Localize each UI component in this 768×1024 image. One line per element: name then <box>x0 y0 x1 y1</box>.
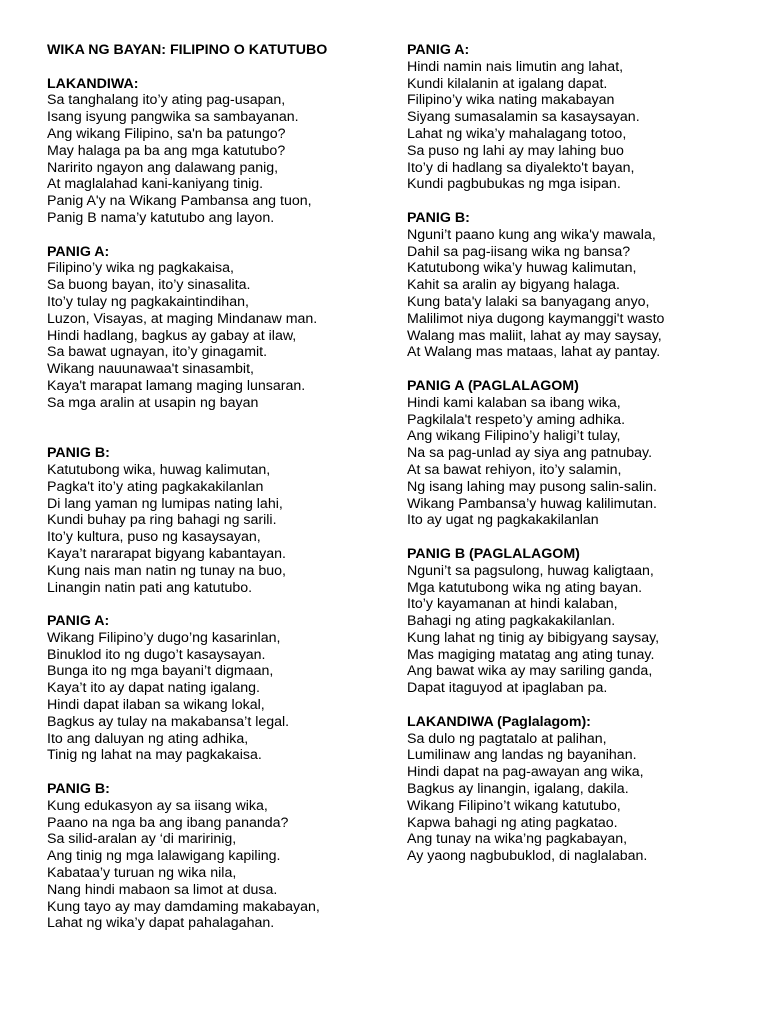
verse-line: Dapat itaguyod at ipaglaban pa. <box>407 680 608 697</box>
stanza-section <box>407 42 737 193</box>
verse-line: Nguni’t sa pagsulong, huwag kaligtaan, <box>407 562 654 579</box>
stanza-section <box>47 244 377 412</box>
verse-line: Ang tunay na wika’ng pagkabayan, <box>407 831 628 848</box>
verse-line: Kundi buhay pa ring bahagi ng sarili. <box>47 512 277 529</box>
verse-line: Sa puso ng lahi ay may lahing buo <box>407 142 624 159</box>
verse-line: Ng isang lahing may pusong salin-salin. <box>407 478 657 495</box>
verse-line: Bagkus ay linangin, igalang, dakila. <box>407 781 629 798</box>
spacer <box>407 361 737 378</box>
verse-line: Bunga ito ng mga bayani’t digmaan, <box>47 663 274 680</box>
verse-line: Nang hindi mabaon sa limot at dusa. <box>47 881 278 898</box>
stanza-section <box>47 781 377 932</box>
verse-line: Dahil sa pag-iisang wika ng bansa? <box>407 243 631 260</box>
verse-line: Wikang nauunawaa't sinasambit, <box>47 361 254 378</box>
verse-line: Katutubong wika, huwag kalimutan, <box>47 461 271 478</box>
spacer <box>47 227 377 244</box>
verse-line: Hindi dapat na pag-awayan ang wika, <box>407 764 644 781</box>
stanza-heading: PANIG B: <box>407 209 470 226</box>
verse-line: Hindi dapat ilaban sa wikang lokal, <box>47 697 265 714</box>
stanza-heading: PANIG A (PAGLALAGOM) <box>407 377 579 394</box>
verse-line: Kung edukasyon ay sa iisang wika, <box>47 797 268 814</box>
verse-line: Paano na nga ba ang ibang pananda? <box>47 814 289 831</box>
verse-line: Pagkilala't respeto’y aming adhika. <box>407 411 626 428</box>
verse-line: Lumilinaw ang landas ng bayanihan. <box>407 747 637 764</box>
spacer <box>407 193 737 210</box>
verse-line: Wikang Pambansa’y huwag kalilimutan. <box>407 495 657 512</box>
verse-line: Ang tinig ng mga lalawigang kapiling. <box>47 848 281 865</box>
verse-line: Na sa pag-unlad ay siya ang patnubay. <box>407 445 653 462</box>
verse-line: Luzon, Visayas, at maging Mindanaw man. <box>47 310 318 327</box>
verse-line: May halaga pa ba ang mga katutubo? <box>47 142 286 159</box>
verse-line: Mas magiging matatag ang ating tunay. <box>407 646 655 663</box>
verse-line: At Walang mas mataas, lahat ay pantay. <box>407 344 661 361</box>
verse-line: Ito’y kultura, puso ng kasaysayan, <box>47 529 261 546</box>
verse-line: Pagka't ito’y ating pagkakakilanlan <box>47 478 264 495</box>
stanza-heading: LAKANDIWA: <box>47 75 139 92</box>
spacer <box>47 412 377 446</box>
verse-line: Ang wikang Filipino, sa'n ba patungo? <box>47 125 286 142</box>
verse-line: Filipino’y wika ng pagkakaisa, <box>47 260 234 277</box>
right-column <box>407 42 737 865</box>
verse-line: Linangin natin pati ang katutubo. <box>47 579 253 596</box>
document-title: WIKA NG BAYAN: FILIPINO O KATUTUBO <box>47 42 328 58</box>
right-sections <box>407 42 737 865</box>
stanza-section <box>407 210 737 361</box>
stanza-section <box>47 76 377 227</box>
verse-line: At sa bawat rehiyon, ito’y salamin, <box>407 461 622 478</box>
verse-line: Bagkus ay tulay na makabansa’t legal. <box>47 713 290 730</box>
stanza-section <box>47 613 377 764</box>
stanza-heading: PANIG A: <box>47 243 110 260</box>
verse-line: Ang bawat wika ay may sariling ganda, <box>407 663 653 680</box>
verse-line: Kapwa bahagi ng ating pagkatao. <box>407 814 618 831</box>
verse-line: Isang isyung pangwika sa sambayanan. <box>47 109 299 126</box>
verse-line: Sa dulo ng pagtatalo at palihan, <box>407 730 607 747</box>
verse-line: Kung bata'y lalaki sa banyagang anyo, <box>407 293 650 310</box>
verse-line: Di lang yaman ng lumipas nating lahi, <box>47 495 283 512</box>
verse-line: Lahat ng wika’y dapat pahalagahan. <box>47 915 275 932</box>
verse-line: Kung nais man natin ng tunay na buo, <box>47 562 286 579</box>
spacer <box>47 59 377 76</box>
verse-line: Panig B nama’y katutubo ang layon. <box>47 209 275 226</box>
stanza-heading: PANIG B (PAGLALAGOM) <box>407 545 580 562</box>
verse-line: Lahat ng wika’y mahalagang totoo, <box>407 125 627 142</box>
verse-line: Hindi namin nais limutin ang lahat, <box>407 58 624 75</box>
stanza-section <box>407 714 737 865</box>
stanza-section <box>47 445 377 596</box>
verse-line: Sa bawat ugnayan, ito’y ginagamit. <box>47 344 268 361</box>
verse-line: Kundi pagbubukas ng mga isipan. <box>407 176 621 193</box>
verse-line: Sa tanghalang ito’y ating pag-usapan, <box>47 92 286 109</box>
verse-line: Kaya’t ito ay dapat nating igalang. <box>47 680 260 697</box>
stanza-heading: PANIG A: <box>407 42 470 58</box>
verse-line: Kung lahat ng tinig ay bibigyang saysay, <box>407 629 660 646</box>
stanza-heading: PANIG B: <box>47 781 110 798</box>
spacer <box>407 697 737 714</box>
verse-line: Siyang sumasalamin sa kasaysayan. <box>407 109 640 126</box>
verse-line: Katutubong wika’y huwag kalimutan, <box>407 260 637 277</box>
stanza-heading: PANIG B: <box>47 445 110 462</box>
left-column <box>47 42 377 932</box>
spacer <box>407 529 737 546</box>
verse-line: Bahagi ng ating pagkakakilanlan. <box>407 613 616 630</box>
stanza-heading: PANIG A: <box>47 613 110 630</box>
verse-line: Ang wikang Filipino’y haligi’t tulay, <box>407 428 621 445</box>
verse-line: Ito’y tulay ng pagkakaintindihan, <box>47 293 249 310</box>
verse-line: Kundi kilalanin at igalang dapat. <box>407 75 608 92</box>
left-sections <box>47 76 377 933</box>
verse-line: Mga katutubong wika ng ating bayan. <box>407 579 643 596</box>
spacer <box>47 764 377 781</box>
stanza-heading: LAKANDIWA (Paglalagom): <box>407 713 591 730</box>
verse-line: Walang mas maliit, lahat ay may saysay, <box>407 327 662 344</box>
verse-line: Ito’y di hadlang sa diyalekto't bayan, <box>407 159 635 176</box>
verse-line: Sa silid-aralan ay ‘di maririnig, <box>47 831 237 848</box>
verse-line: Sa buong bayan, ito’y sinasalita. <box>47 277 251 294</box>
verse-line: Wikang Filipino’y dugo’ng kasarinlan, <box>47 629 281 646</box>
verse-line: Hindi hadlang, bagkus ay gabay at ilaw, <box>47 327 297 344</box>
verse-line: Kung tayo ay may damdaming makabayan, <box>47 898 320 915</box>
verse-line: Binuklod ito ng dugo’t kasaysayan. <box>47 646 266 663</box>
verse-line: Naririto ngayon ang dalawang panig, <box>47 159 279 176</box>
verse-line: Kabataa’y turuan ng wika nila, <box>47 865 237 882</box>
stanza-section <box>407 546 737 697</box>
verse-line: Ito ang daluyan ng ating adhika, <box>47 730 249 747</box>
verse-line: Kaya't marapat lamang maging lunsaran. <box>47 377 306 394</box>
verse-line: Ay yaong nagbubuklod, di naglalaban. <box>407 848 648 865</box>
verse-line: At maglalahad kani-kaniyang tinig. <box>47 176 264 193</box>
verse-line: Kahit sa aralin ay bigyang halaga. <box>407 277 620 294</box>
verse-line: Ito’y kayamanan at hindi kalaban, <box>407 596 618 613</box>
verse-line: Panig A'y na Wikang Pambansa ang tuon, <box>47 193 312 210</box>
verse-line: Sa mga aralin at usapin ng bayan <box>47 394 259 411</box>
verse-line: Kaya’t nararapat bigyang kabantayan. <box>47 545 286 562</box>
verse-line: Hindi kami kalaban sa ibang wika, <box>407 394 621 411</box>
stanza-section <box>407 378 737 529</box>
verse-line: Tinig ng lahat na may pagkakaisa. <box>47 747 262 764</box>
verse-line: Filipino’y wika nating makabayan <box>407 92 615 109</box>
verse-line: Nguni’t paano kung ang wika'y mawala, <box>407 226 656 243</box>
verse-line: Malilimot niya dugong kaymanggi't wasto <box>407 310 665 327</box>
spacer <box>47 596 377 613</box>
verse-line: Wikang Filipino’t wikang katutubo, <box>407 797 621 814</box>
verse-line: Ito ay ugat ng pagkakakilanlan <box>407 512 599 529</box>
